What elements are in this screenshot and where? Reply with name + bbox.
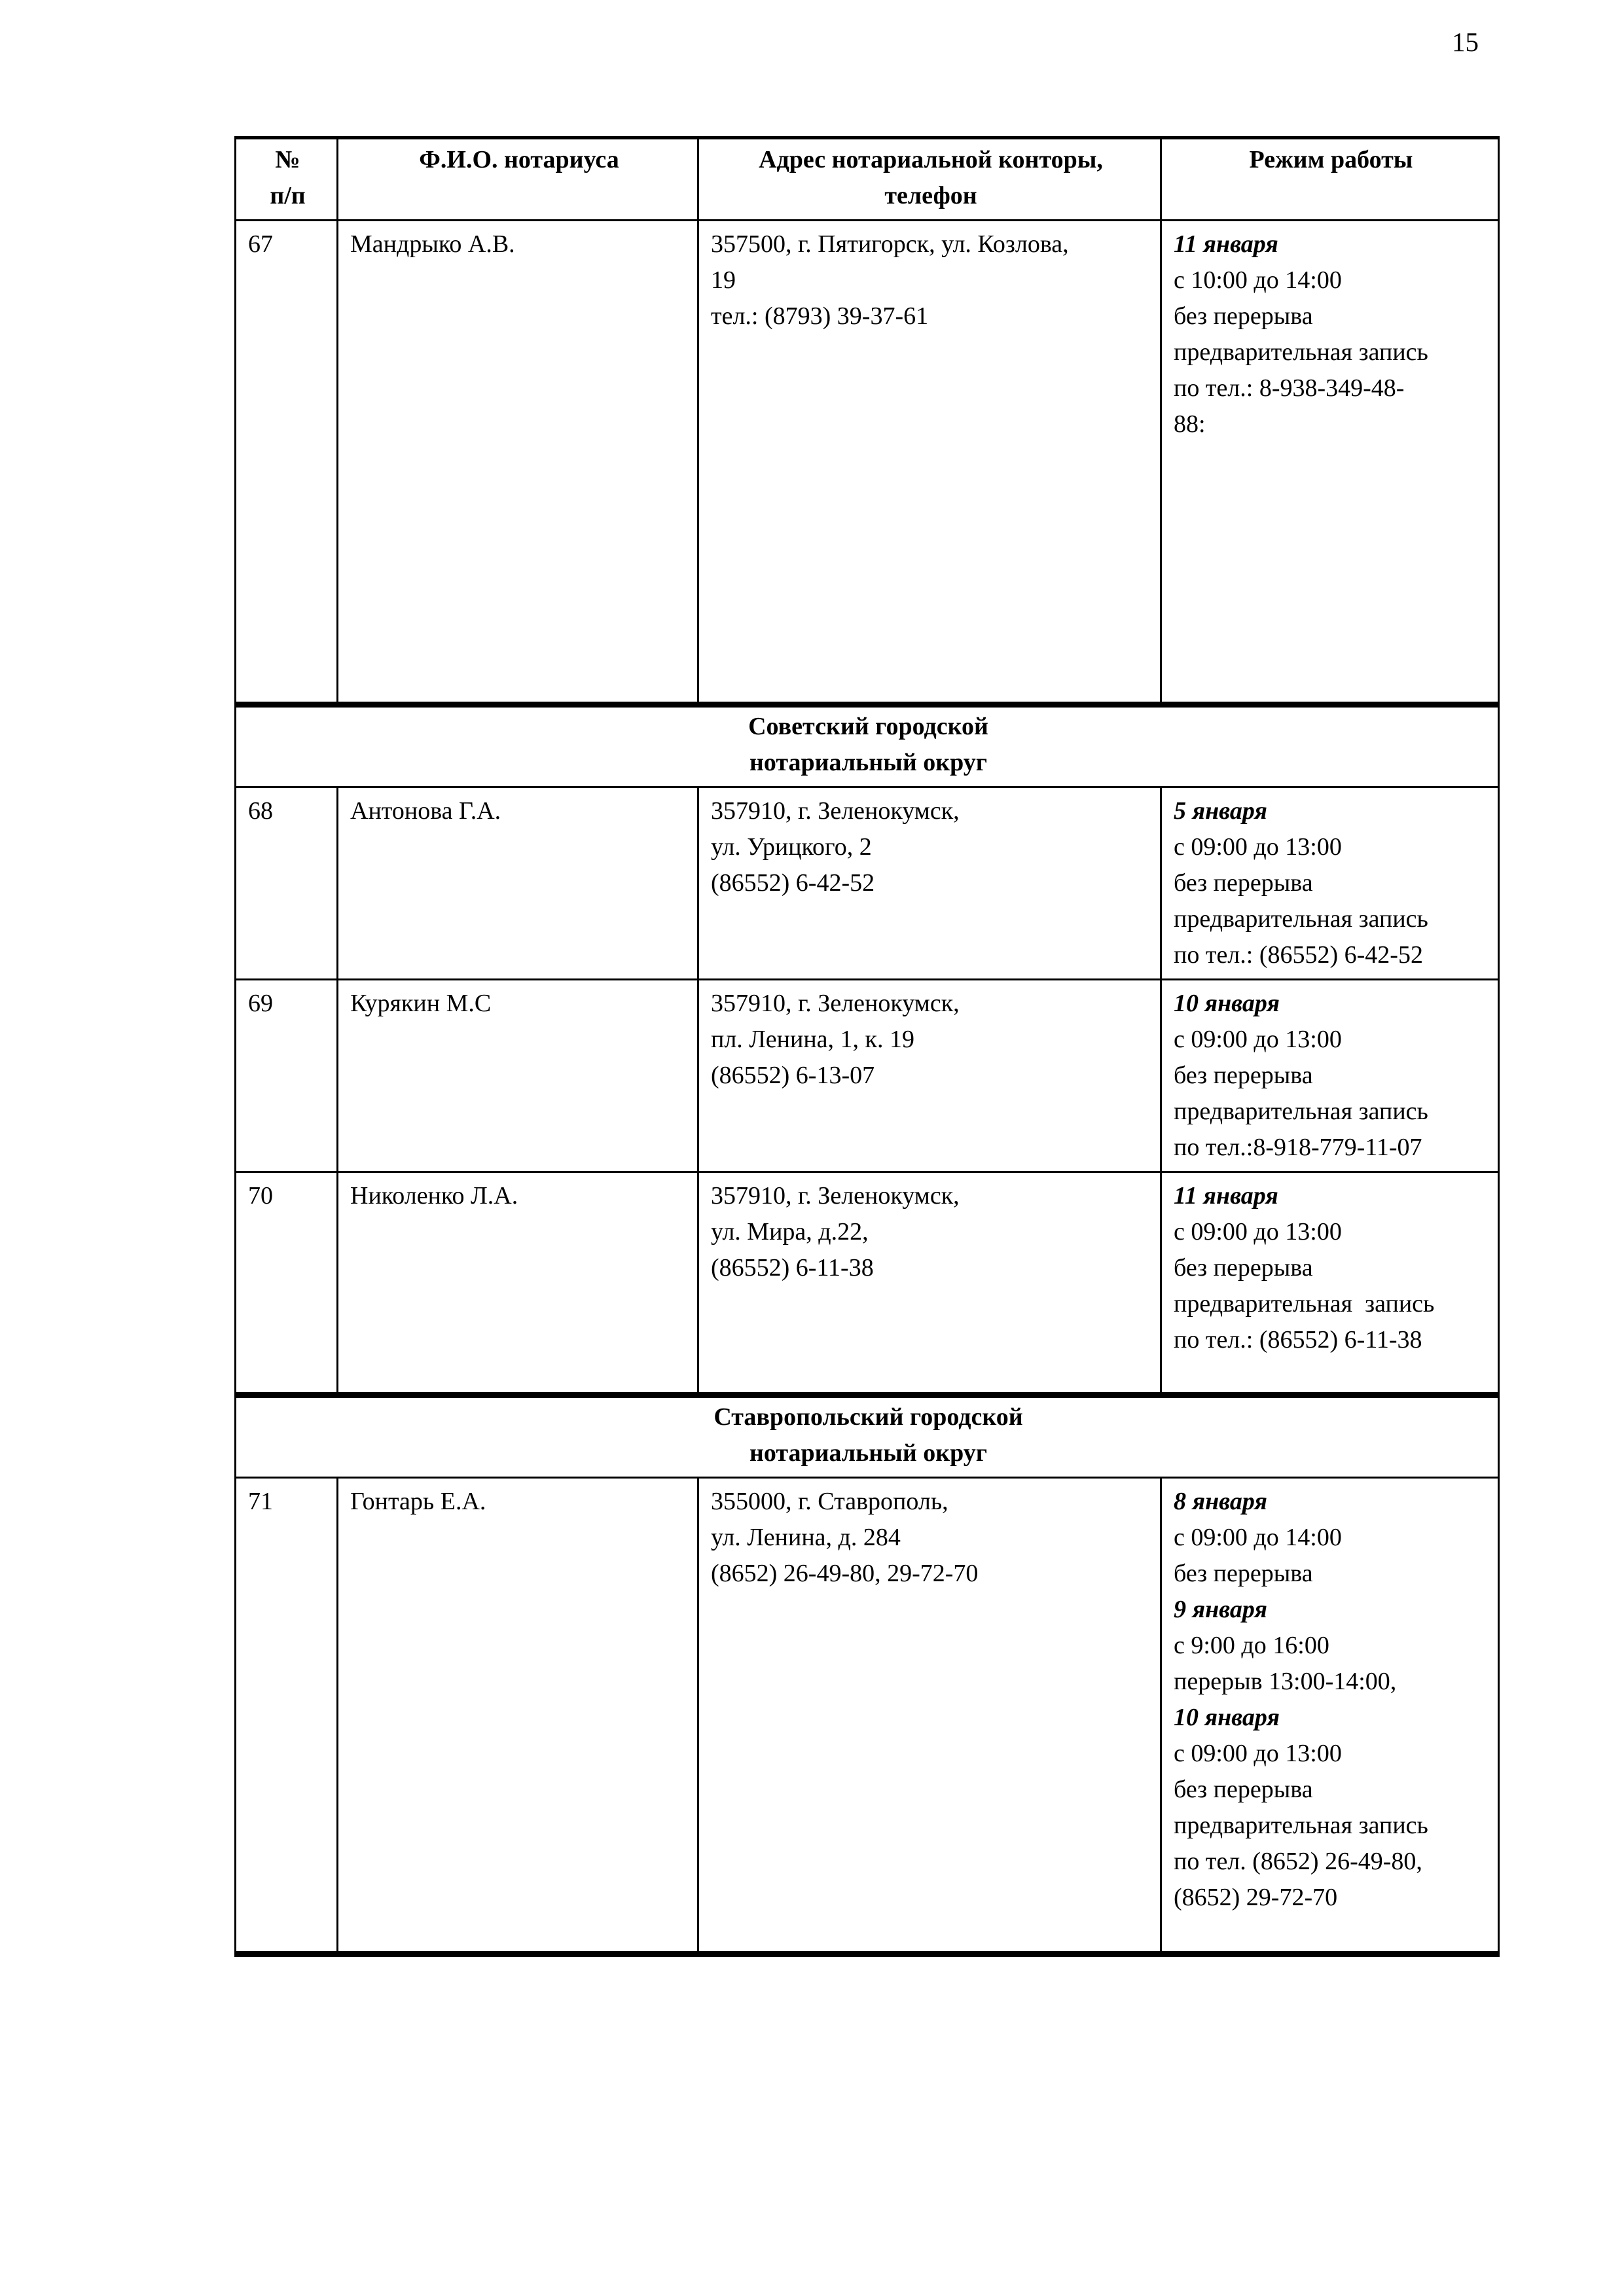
schedule-line: с 09:00 до 13:00 xyxy=(1174,1218,1342,1246)
schedule-date: 11 января xyxy=(1174,230,1278,258)
schedule-line: предварительная запись xyxy=(1174,905,1428,933)
section-header-row xyxy=(236,705,1499,787)
schedule-date: 11 января xyxy=(1174,1182,1278,1210)
table-row xyxy=(236,1172,1499,1395)
address-line: пл. Ленина, 1, к. 19 xyxy=(711,1026,915,1053)
address-line: ул. Мира, д.22, xyxy=(711,1218,869,1246)
work-schedule xyxy=(1161,1478,1499,1954)
schedule-line: предварительная запись xyxy=(1174,338,1428,366)
header-address xyxy=(698,138,1161,221)
section-title-line: нотариальный округ xyxy=(749,1439,988,1467)
schedule-line: с 09:00 до 13:00 xyxy=(1174,1026,1342,1053)
address-line: 357500, г. Пятигорск, ул. Козлова, xyxy=(711,230,1069,258)
schedule-line: без перерыва xyxy=(1174,1560,1313,1587)
section-title-line: Советский городской xyxy=(748,713,988,740)
table-row xyxy=(236,980,1499,1172)
schedule-line: с 9:00 до 16:00 xyxy=(1174,1632,1329,1659)
notary-address xyxy=(698,1478,1161,1954)
work-schedule xyxy=(1161,980,1499,1172)
schedule-line: без перерыва xyxy=(1174,1062,1313,1089)
row-number: 71 xyxy=(236,1478,338,1954)
table-row xyxy=(236,1478,1499,1954)
address-line: 357910, г. Зеленокумск, xyxy=(711,990,960,1017)
section-title xyxy=(236,1395,1499,1478)
address-line: (8652) 26-49-80, 29-72-70 xyxy=(711,1560,979,1587)
row-number: 70 xyxy=(236,1172,338,1395)
notary-address xyxy=(698,1172,1161,1395)
schedule-line: без перерыва xyxy=(1174,869,1313,897)
table-row xyxy=(236,787,1499,980)
schedule-line: предварительная запись xyxy=(1174,1812,1428,1839)
header-address-line: Адрес нотариальной конторы, xyxy=(759,146,1103,173)
header-number-line: п/п xyxy=(270,182,306,209)
notary-address xyxy=(698,980,1161,1172)
schedule-line: по тел.: (86552) 6-11-38 xyxy=(1174,1326,1422,1354)
schedule-line: предварительная запись xyxy=(1174,1098,1428,1125)
schedule-line: с 09:00 до 13:00 xyxy=(1174,1740,1342,1767)
address-line: 357910, г. Зеленокумск, xyxy=(711,797,960,825)
schedule-line: без перерыва xyxy=(1174,1254,1313,1282)
work-schedule xyxy=(1161,1172,1499,1395)
schedule-line: по тел. (8652) 26-49-80, xyxy=(1174,1848,1422,1875)
row-number: 68 xyxy=(236,787,338,980)
notary-name: Мандрыко А.В. xyxy=(338,221,698,705)
address-line: 357910, г. Зеленокумск, xyxy=(711,1182,960,1210)
row-number: 67 xyxy=(236,221,338,705)
schedule-date: 10 января xyxy=(1174,1704,1280,1731)
header-address-line: телефон xyxy=(884,182,977,209)
schedule-line: (8652) 29-72-70 xyxy=(1174,1884,1338,1911)
address-line: (86552) 6-13-07 xyxy=(711,1062,875,1089)
address-line: 355000, г. Ставрополь, xyxy=(711,1488,948,1515)
schedule-line: с 10:00 до 14:00 xyxy=(1174,266,1342,294)
notary-name: Антонова Г.А. xyxy=(338,787,698,980)
address-line: ул. Ленина, д. 284 xyxy=(711,1524,901,1551)
schedule-line: с 09:00 до 13:00 xyxy=(1174,833,1342,861)
table-header-row xyxy=(236,138,1499,221)
schedule-line: без перерыва xyxy=(1174,302,1313,330)
schedule-line: с 09:00 до 14:00 xyxy=(1174,1524,1342,1551)
schedule-line: по тел.:8-918-779-11-07 xyxy=(1174,1134,1422,1161)
schedule-date: 5 января xyxy=(1174,797,1267,825)
page-number: 15 xyxy=(1452,27,1479,57)
header-name: Ф.И.О. нотариуса xyxy=(338,138,698,221)
header-number xyxy=(236,138,338,221)
notary-address xyxy=(698,787,1161,980)
schedule-date: 9 января xyxy=(1174,1596,1267,1623)
notary-name: Николенко Л.А. xyxy=(338,1172,698,1395)
schedule-line: без перерыва xyxy=(1174,1776,1313,1803)
address-line: (86552) 6-11-38 xyxy=(711,1254,874,1282)
schedule-line: 88: xyxy=(1174,410,1206,438)
section-header-row xyxy=(236,1395,1499,1478)
notary-address xyxy=(698,221,1161,705)
schedule-line: перерыв 13:00-14:00, xyxy=(1174,1668,1397,1695)
notary-name: Курякин М.С xyxy=(338,980,698,1172)
address-line: ул. Урицкого, 2 xyxy=(711,833,872,861)
schedule-line: по тел.: 8-938-349-48- xyxy=(1174,374,1405,402)
notary-name: Гонтарь Е.А. xyxy=(338,1478,698,1954)
section-title-line: нотариальный округ xyxy=(749,749,988,776)
schedule-line: по тел.: (86552) 6-42-52 xyxy=(1174,941,1423,969)
row-number: 69 xyxy=(236,980,338,1172)
section-title-line: Ставропольский городской xyxy=(713,1403,1023,1431)
address-line: (86552) 6-42-52 xyxy=(711,869,875,897)
header-schedule: Режим работы xyxy=(1161,138,1499,221)
schedule-date: 10 января xyxy=(1174,990,1280,1017)
notary-schedule-table xyxy=(234,136,1500,1957)
section-title xyxy=(236,705,1499,787)
address-line: 19 xyxy=(711,266,736,294)
work-schedule xyxy=(1161,221,1499,705)
schedule-line: предварительная запись xyxy=(1174,1290,1435,1318)
schedule-date: 8 января xyxy=(1174,1488,1267,1515)
address-line: тел.: (8793) 39-37-61 xyxy=(711,302,929,330)
header-number-line: № xyxy=(275,146,300,173)
table-row xyxy=(236,221,1499,705)
work-schedule xyxy=(1161,787,1499,980)
